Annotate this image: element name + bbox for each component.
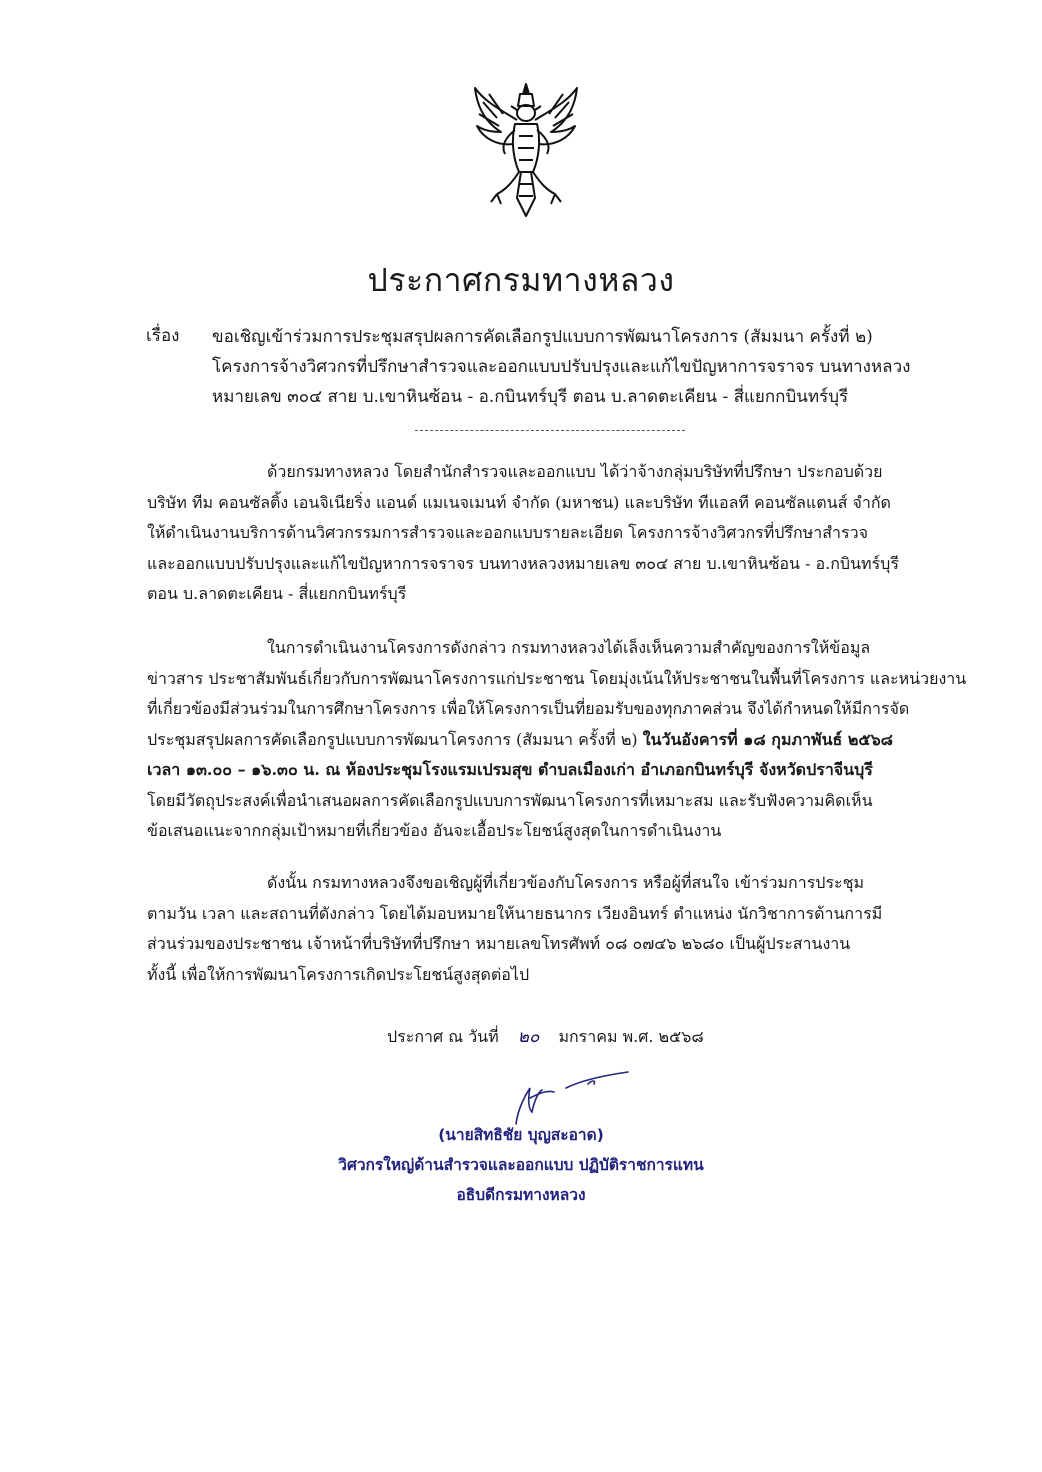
announcement-month-year: มกราคม พ.ศ. ๒๕๖๘ xyxy=(558,1027,704,1046)
meeting-time-venue: เวลา ๑๓.๐๐ – ๑๖.๓๐ น. ณ ห้องประชุมโรงแรมเปรมสุข ตำบลเมืองเก่า อำเภอกบินทร์บุรี จังหวัดปราจีนบุรี xyxy=(147,760,873,779)
garuda-emblem-icon xyxy=(471,80,581,220)
meeting-date: ในวันอังคารที่ ๑๘ กุมภาพันธ์ ๒๕๖๘ xyxy=(642,729,894,749)
meeting-intro: ประชุมสรุปผลการคัดเลือกรูปแบบการพัฒนาโครงการ (สัมมนา ครั้งที่ ๒) xyxy=(147,729,643,749)
subject-label: เรื่อง xyxy=(146,326,180,346)
paragraph-line: ให้ดำเนินงานบริการด้านวิศวกรรมการสำรวจและออกแบบรายละเอียด โครงการจ้างวิศวกรที่ปรึกษาสำรวจ xyxy=(147,523,868,542)
paragraph-line: และออกแบบปรับปรุงและแก้ไขปัญหาการจราจร บนทางหลวงหมายเลข ๓๐๔ สาย บ.เขาหินซ้อน - อ.กบินทร์บุรี xyxy=(147,553,899,573)
paragraph-line: ตอน บ.ลาดตะเคียน - สี่แยกกบินทร์บุรี xyxy=(147,584,407,603)
subject-text xyxy=(212,322,956,412)
announcement-day: ๒๐ xyxy=(517,1027,540,1047)
signer-name: (นายสิทธิชัย บุญสะอาด) xyxy=(438,1126,604,1144)
paragraph-1 xyxy=(147,457,955,610)
paragraph-line: โดยมีวัตถุประสงค์เพื่อนำเสนอผลการคัดเลือกรูปแบบการพัฒนาโครงการที่เหมาะสม และรับฟังความคิดเห็น xyxy=(147,790,873,810)
announcement-prefix: ประกาศ ณ วันที่ xyxy=(387,1027,499,1046)
paragraph-line: ด้วยกรมทางหลวง โดยสำนักสำรวจและออกแบบ ได้ว่าจ้างกลุ่มบริษัทที่ปรึกษา ประกอบด้วย xyxy=(267,462,883,481)
paragraph-line: ที่เกี่ยวข้องมีส่วนร่วมในการศึกษาโครงการ เพื่อให้โครงการเป็นที่ยอมรับของทุกภาคส่วน จึงได้กำหนดให้มีการจัด xyxy=(147,699,910,718)
paragraph-2 xyxy=(147,633,967,847)
signer-organization: อธิบดีกรมทางหลวง xyxy=(456,1186,586,1204)
paragraph-line: ข้อเสนอแนะจากกลุ่มเป้าหมายที่เกี่ยวข้อง อันจะเอื้อประโยชน์สูงสุดในการดำเนินงาน xyxy=(147,821,722,840)
subject-line: หมายเลข ๓๐๔ สาย บ.เขาหินซ้อน - อ.กบินทร์บุรี ตอน บ.ลาดตะเคียน - สี่แยกกบินทร์บุรี xyxy=(212,387,849,407)
document-title: ประกาศกรมทางหลวง xyxy=(367,261,675,299)
paragraph-line: ทั้งนี้ เพื่อให้การพัฒนาโครงการเกิดประโยชน์สูงสุดต่อไป xyxy=(147,964,530,984)
paragraph-line: บริษัท ทีม คอนซัลติ้ง เอนจิเนียริ่ง แอนด์ แมเนจเมนท์ จำกัด (มหาชน) และบริษัท ทีแอลที คอนซัลแตนส์ จำกัด xyxy=(147,492,891,512)
announcement-date xyxy=(387,1023,704,1050)
paragraph-line: ดังนั้น กรมทางหลวงจึงขอเชิญผู้ที่เกี่ยวข้องกับโครงการ หรือผู้ที่สนใจ เข้าร่วมการประชุม xyxy=(267,873,865,892)
signature-mark xyxy=(508,1068,638,1128)
paragraph-line xyxy=(147,725,955,756)
paragraph-line: ในการดำเนินงานโครงการดังกล่าว กรมทางหลวงได้เล็งเห็นความสำคัญของการให้ข้อมูล xyxy=(267,638,871,657)
subject-line: ขอเชิญเข้าร่วมการประชุมสรุปผลการคัดเลือกรูปแบบการพัฒนาโครงการ (สัมมนา ครั้งที่ ๒) xyxy=(212,327,873,347)
divider xyxy=(415,430,685,431)
subject-line: โครงการจ้างวิศวกรที่ปรึกษาสำรวจและออกแบบปรับปรุงและแก้ไขปัญหาการจราจร บนทางหลวง xyxy=(212,357,911,377)
paragraph-line: ส่วนร่วมของประชาชน เจ้าหน้าที่บริษัทที่ปรึกษา หมายเลขโทรศัพท์ ๐๘ ๐๗๔๖ ๒๖๘๐ เป็นผู้ประสานงาน xyxy=(147,934,851,953)
paragraph-line: ตามวัน เวลา และสถานที่ดังกล่าว โดยได้มอบหมายให้นายธนากร เวียงอินทร์ ตำแหน่ง นักวิชาการด้านการมี xyxy=(147,903,883,923)
paragraph-line: ข่าวสาร ประชาสัมพันธ์เกี่ยวกับการพัฒนาโครงการแก่ประชาชน โดยมุ่งเน้นให้ประชาชนในพื้นที่โครงการ และหน่วยงาน xyxy=(147,668,967,688)
signer-position: วิศวกรใหญ่ด้านสำรวจและออกแบบ ปฏิบัติราชการแทน xyxy=(338,1156,704,1174)
paragraph-3 xyxy=(147,868,955,990)
